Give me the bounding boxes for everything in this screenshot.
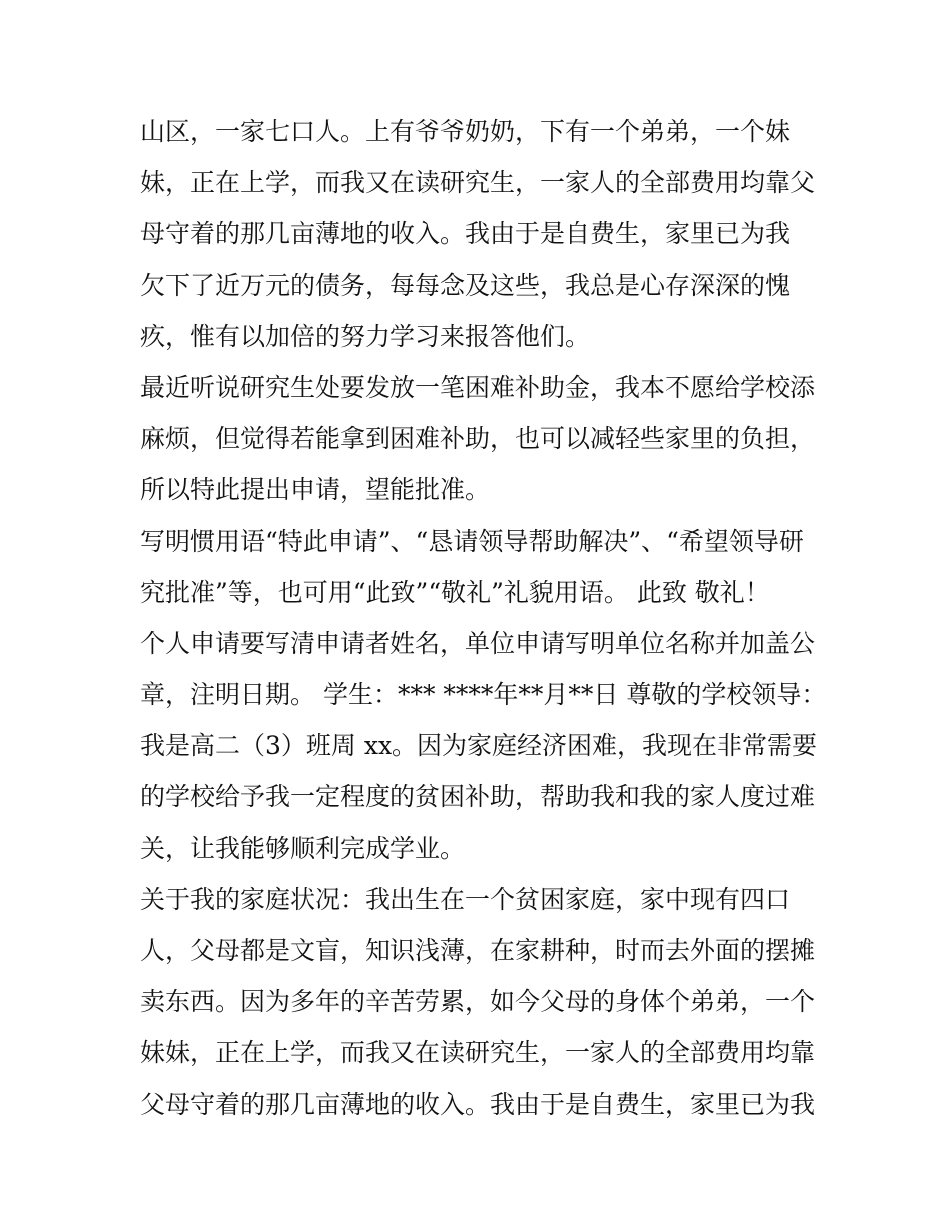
text-line: 人，父母都是文盲，知识浅薄，在家耕种，时而去外面的摆摊	[140, 936, 816, 965]
text-line: 妹，正在上学，而我又在读研究生，一家人的全部费用均靠父	[140, 168, 816, 198]
text-line: 所以特此提出申请，望能批准。	[140, 475, 491, 505]
text-line: 关，让我能够顺利完成学业。	[140, 833, 466, 863]
text-line: 母守着的那几亩薄地的收入。我由于是自费生，家里已为我	[140, 219, 791, 249]
text-line: 个人申请要写清申请者姓名，单位申请写明单位名称并加盖公	[140, 628, 816, 658]
text-line: 关于我的家庭状况：我出生在一个贫困家庭，家中现有四口	[140, 884, 791, 914]
text-line: 最近听说研究生处要发放一笔困难补助金，我本不愿给学校添	[140, 372, 816, 402]
document-body	[140, 106, 830, 1130]
text-line: 麻烦，但觉得若能拿到困难补助，也可以减轻些家里的负担，	[140, 424, 816, 454]
text-line: 卖东西。因为多年的辛苦劳累，如今父母的身体个弟弟，一个	[140, 987, 816, 1017]
text-line: 疚，惟有以加倍的努力学习来报答他们。	[140, 321, 591, 351]
text-line: 父母守着的那几亩薄地的收入。我由于是自费生，家里已为我	[140, 1089, 816, 1119]
text-line: 章，注明日期。 学生：*** ****年**月**日 尊敬的学校领导：	[140, 680, 827, 710]
text-line: 妹妹，正在上学，而我又在读研究生，一家人的全部费用均靠	[140, 1038, 816, 1068]
text-line: 山区，一家七口人。上有爷爷奶奶，下有一个弟弟，一个妹	[140, 117, 791, 146]
text-line: 写明惯用语“特此申请”、“恳请领导帮助解决”、“希望领导研	[140, 526, 804, 556]
text-line: 欠下了近万元的债务，每每念及这些，我总是心存深深的愧	[140, 270, 791, 300]
text-line: 的学校给予我一定程度的贫困补助，帮助我和我的家人度过难	[140, 782, 816, 812]
text-line: 我是高二（3）班周 xx。因为家庭经济困难，我现在非常需要	[140, 731, 818, 761]
text-line: 究批准”等，也可用“此致”“敬礼”礼貌用语。 此致 敬礼！	[140, 577, 770, 607]
